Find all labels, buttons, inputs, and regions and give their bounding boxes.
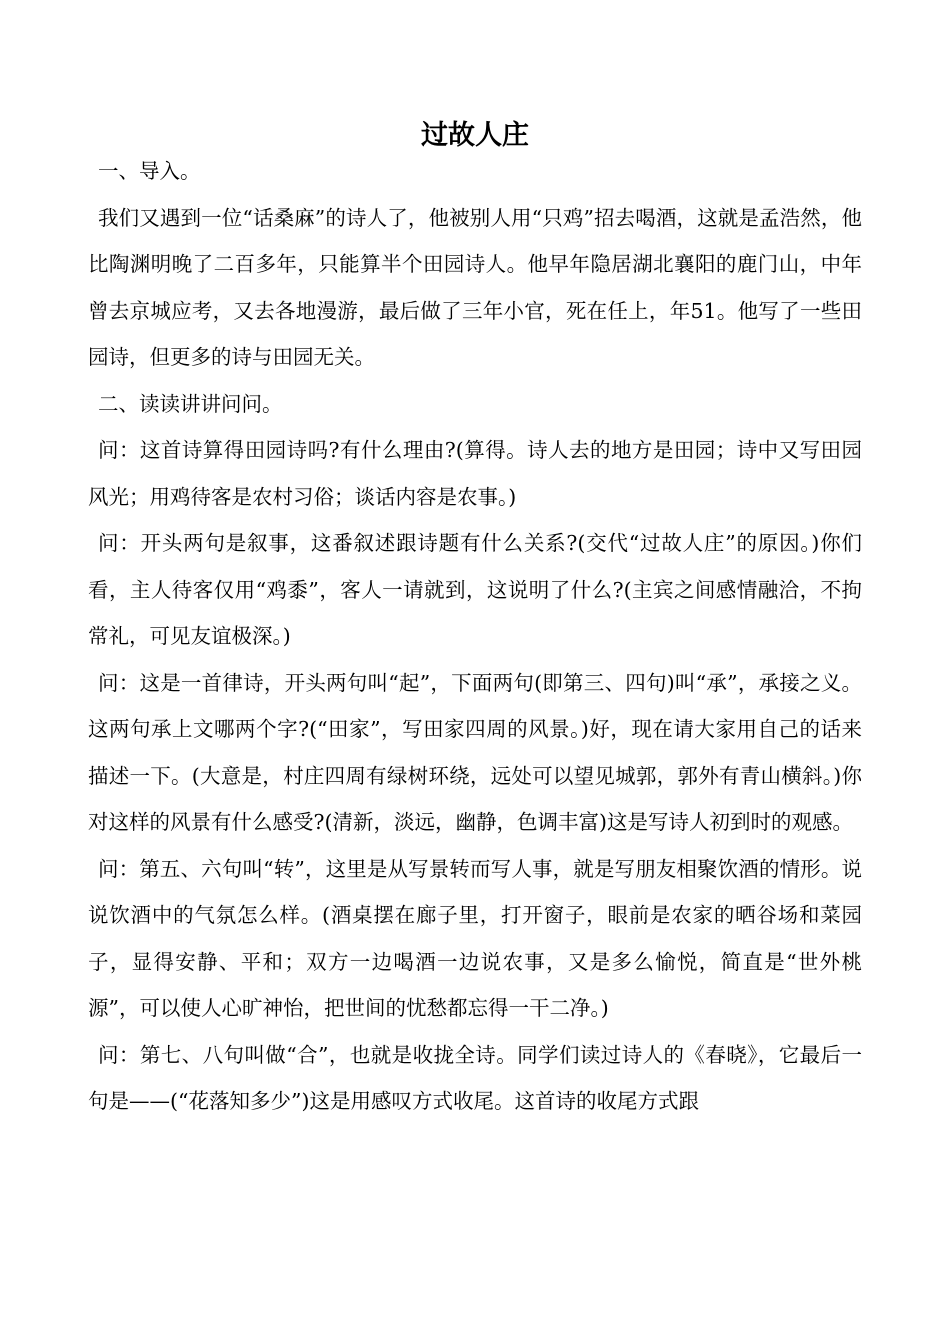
paragraph-intro: 我们又遇到一位“话桑麻”的诗人了，他被别人用“只鸡”招去喝酒，这就是孟浩然，他比陶渊明晚了二百多年，只能算半个田园诗人。他早年隐居湖北襄阳的鹿门山，中年曾去京城应考，又去各地漫游，最后做了三年小官，死在任上，年51。他写了一些田园诗，但更多的诗与田园无关。 — [88, 205, 862, 369]
document-title: 过故人庄 — [421, 120, 529, 151]
document-body — [88, 148, 862, 1125]
paragraph-question-4: 问：第五、六句叫“转”，这里是从写景转而写人事，就是写朋友相聚饮酒的情形。说说饮酒中的气氛怎么样。(酒桌摆在廊子里，打开窗子，眼前是农家的晒谷场和菜园子，显得安静、平和；双方一边喝酒一边说农事，又是多么愉悦，简直是“世外桃源”，可以使人心旷神怡，把世间的忧愁都忘得一干二净。) — [88, 856, 862, 1020]
section-heading-reading: 二、读读讲讲问问。 — [98, 391, 283, 416]
paragraph-question-2: 问：开头两句是叙事，这番叙述跟诗题有什么关系?(交代“过故人庄”的原因。)你们看，主人待客仅用“鸡黍”，客人一请就到，这说明了什么?(主宾之间感情融洽，不拘常礼，可见友谊极深。) — [88, 531, 862, 648]
paragraph-question-1: 问：这首诗算得田园诗吗?有什么理由?(算得。诗人去的地方是田园；诗中又写田园风光；用鸡待客是农村习俗；谈话内容是农事。) — [88, 438, 862, 509]
paragraph-question-3: 问：这是一首律诗，开头两句叫“起”，下面两句(即第三、四句)叫“承”，承接之义。这两句承上文哪两个字?(“田家”，写田家四周的风景。)好，现在请大家用自己的话来描述一下。(大意是，村庄四周有绿树环绕，远处可以望见城郭，郭外有青山横斜。)你对这样的风景有什么感受?(清新，淡远，幽静，色调丰富)这是写诗人初到时的观感。 — [88, 670, 862, 834]
section-heading-intro: 一、导入。 — [98, 159, 201, 183]
paragraph-question-5: 问：第七、八句叫做“合”，也就是收拢全诗。同学们读过诗人的《春晓》，它最后一句是——(“花落知多少”)这是用感叹方式收尾。这首诗的收尾方式跟 — [88, 1042, 862, 1113]
